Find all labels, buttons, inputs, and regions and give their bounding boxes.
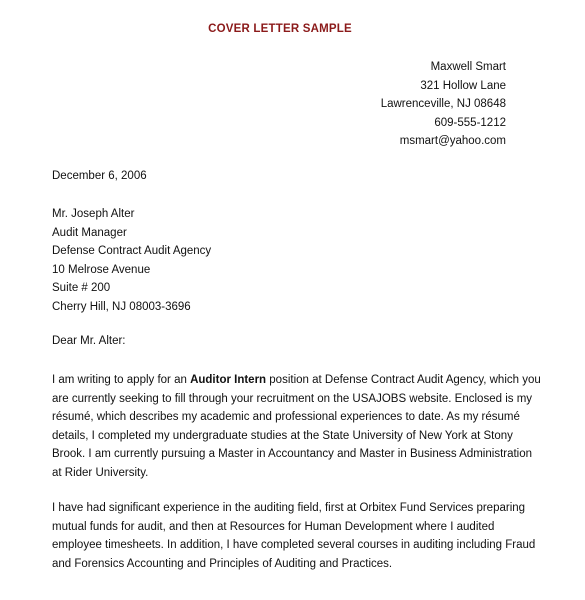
paragraph-line: Brook. I am currently pursuing a Master in Accountancy and Master in Business Administration bbox=[52, 448, 533, 461]
recipient-address-block bbox=[52, 205, 211, 317]
sender-email: msmart@yahoo.com bbox=[399, 135, 506, 148]
paragraph-text: I am writing to apply for an bbox=[52, 374, 191, 386]
sender-city: Lawrenceville, NJ 08648 bbox=[380, 98, 506, 111]
recipient-title: Audit Manager bbox=[52, 226, 127, 239]
recipient-street: 10 Melrose Avenue bbox=[52, 263, 151, 276]
body-paragraph-2 bbox=[52, 499, 536, 573]
recipient-city: Cherry Hill, NJ 08003-3696 bbox=[52, 300, 191, 313]
document-title: COVER LETTER SAMPLE bbox=[208, 23, 352, 35]
paragraph-line: employee timesheets. In addition, I have completed several courses in auditing including Fraud bbox=[52, 539, 536, 552]
paragraph-line: are currently seeking to fill through your recruitment on the USAJOBS website. Enclosed is my bbox=[52, 392, 533, 405]
sender-address-block bbox=[381, 58, 506, 151]
body-paragraph-1 bbox=[52, 371, 541, 483]
sender-street: 321 Hollow Lane bbox=[420, 79, 506, 92]
paragraph-text: position at Defense Contract Audit Agency, which you bbox=[266, 374, 541, 386]
paragraph-line bbox=[52, 371, 541, 390]
letter-date: December 6, 2006 bbox=[52, 170, 147, 182]
salutation: Dear Mr. Alter: bbox=[52, 335, 126, 347]
paragraph-line: I have had significant experience in the auditing field, first at Orbitex Fund Services preparing bbox=[52, 502, 526, 514]
paragraph-line: details, I completed my undergraduate studies at the State University of New York at Stony bbox=[52, 429, 513, 442]
recipient-suite: Suite # 200 bbox=[52, 282, 111, 295]
position-title: Auditor Intern bbox=[190, 374, 267, 386]
sender-name: Maxwell Smart bbox=[430, 61, 506, 73]
paragraph-line: at Rider University. bbox=[52, 466, 149, 479]
paragraph-line: résumé, which describes my academic and professional experiences to date. As my résumé bbox=[52, 411, 520, 424]
paragraph-line: and Forensics Accounting and Principles of Auditing and Practices. bbox=[52, 557, 393, 570]
recipient-name: Mr. Joseph Alter bbox=[52, 208, 135, 220]
paragraph-line: mutual funds for audit, and then at Resources for Human Development where I audited bbox=[52, 520, 495, 533]
recipient-company: Defense Contract Audit Agency bbox=[52, 245, 212, 258]
sender-phone: 609-555-1212 bbox=[434, 116, 506, 129]
